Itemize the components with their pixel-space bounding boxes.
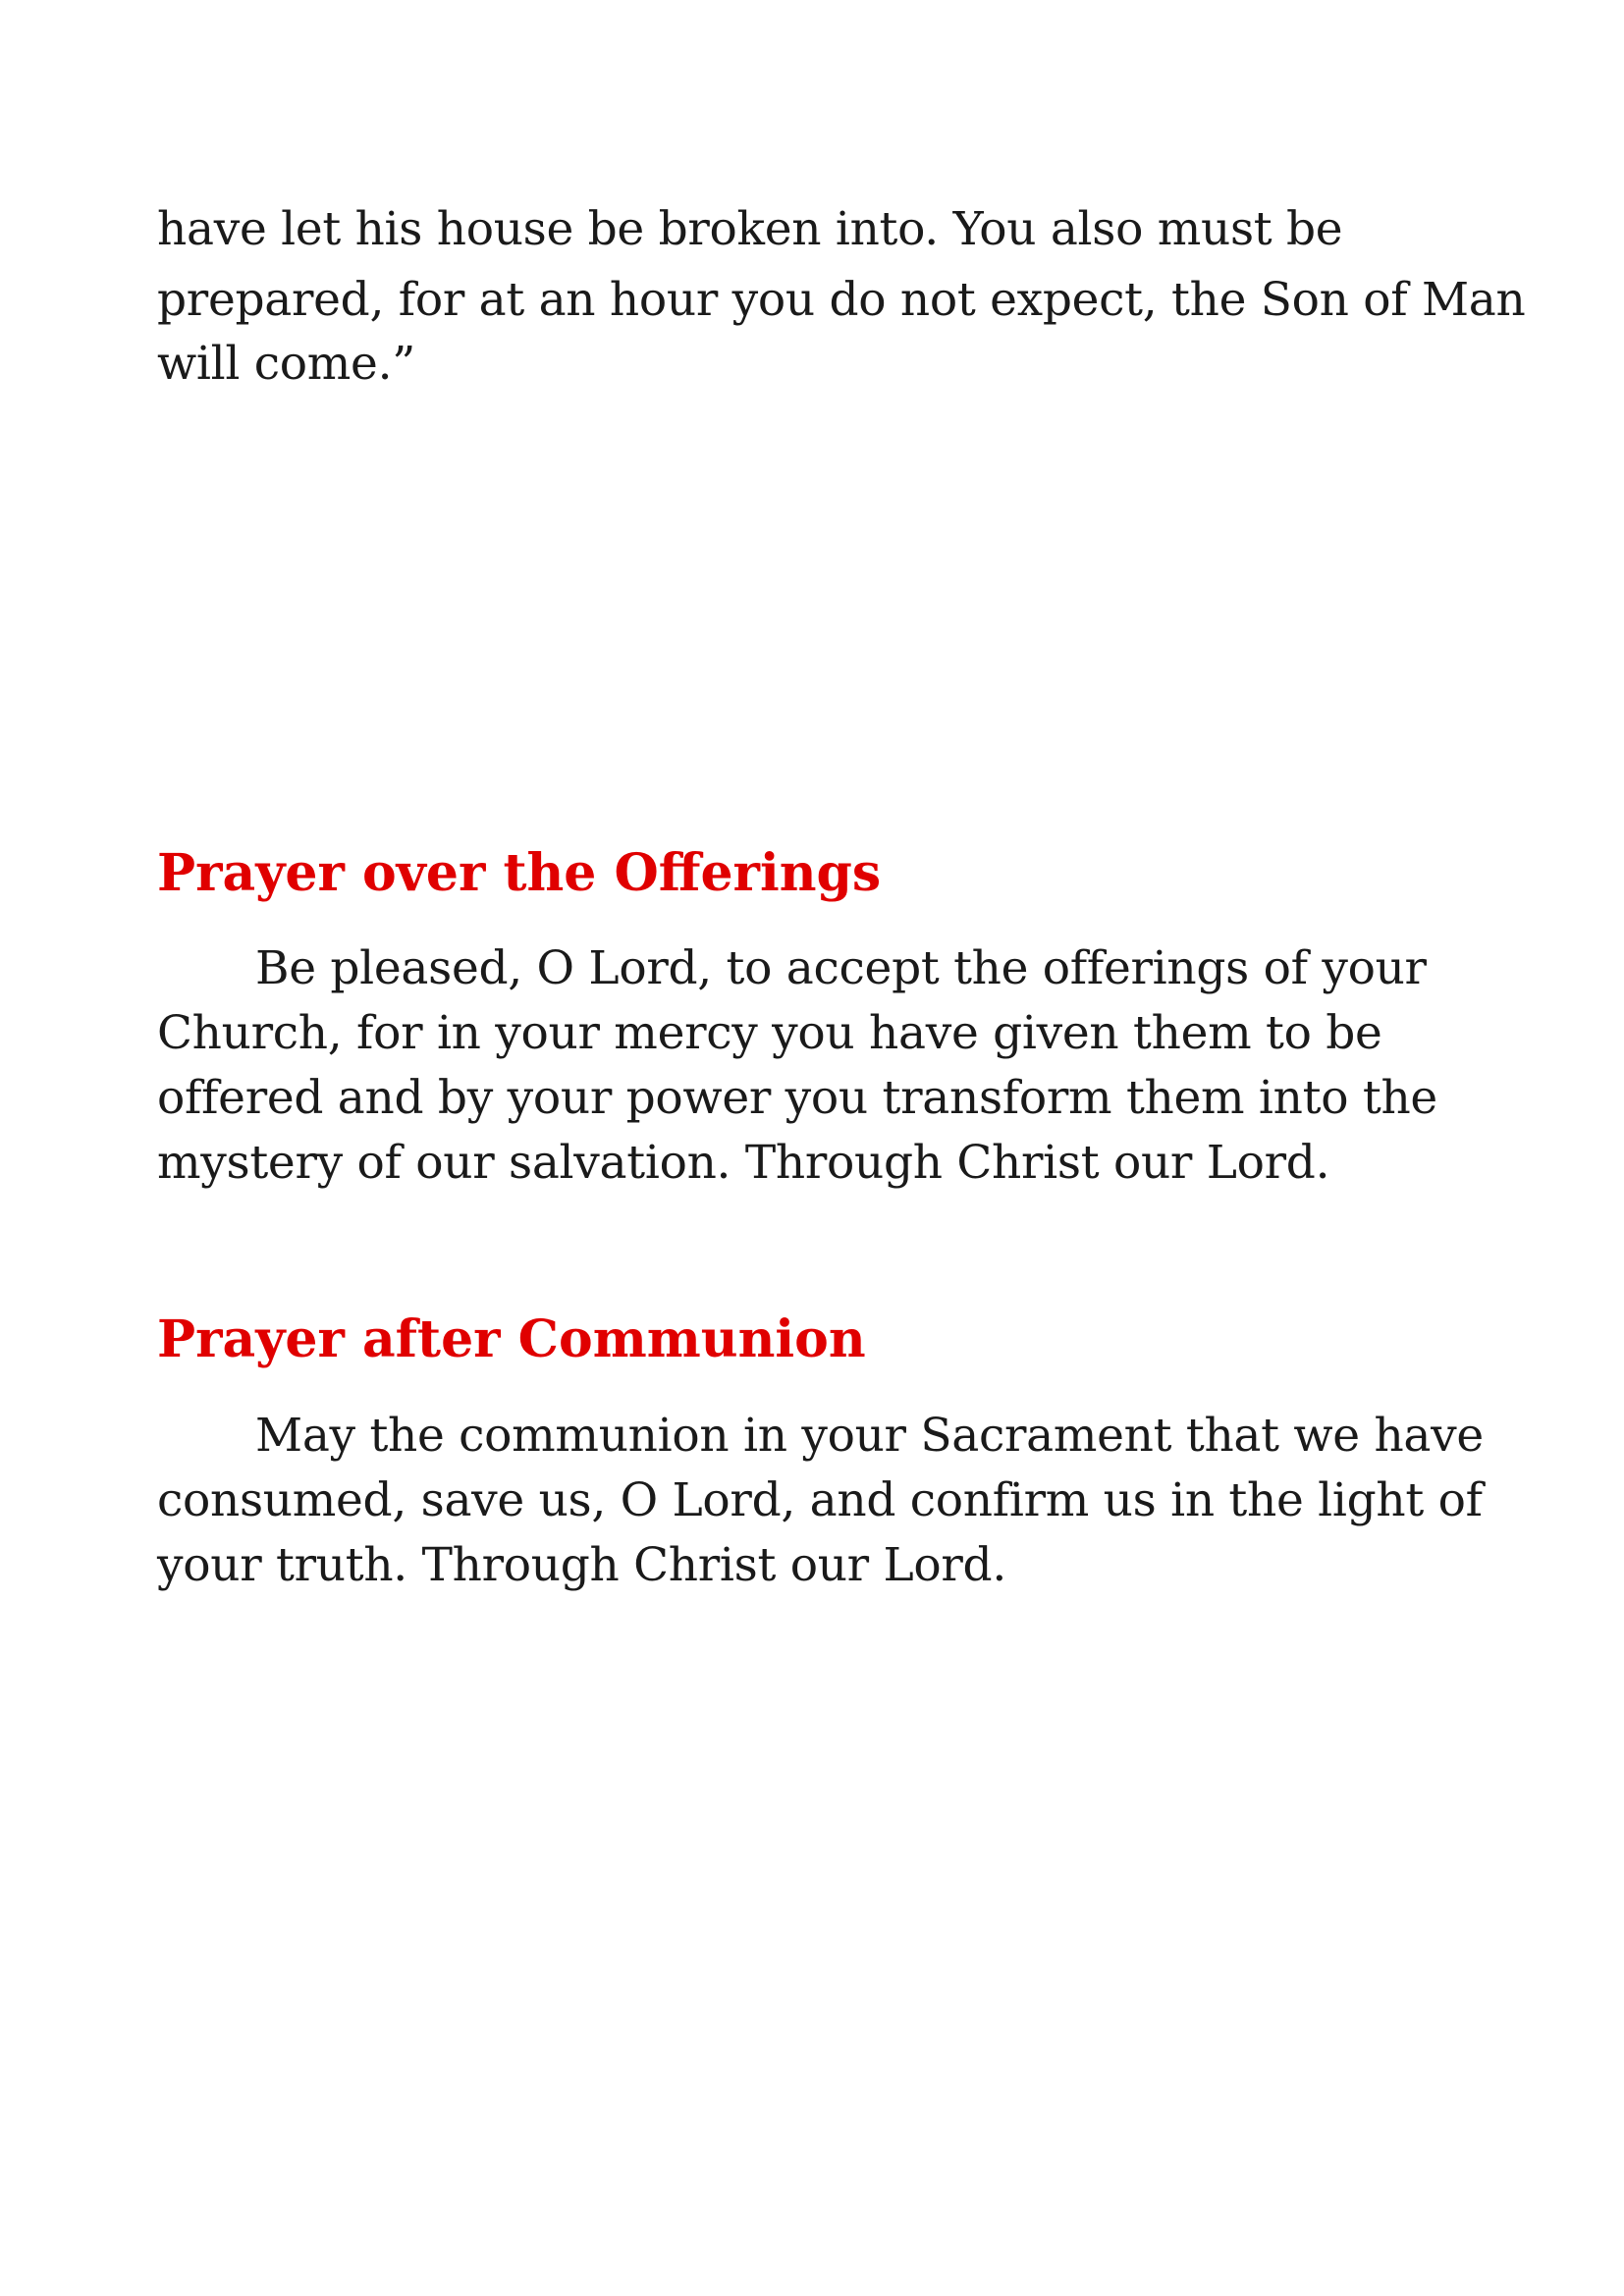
gospel-continuation [157,192,1526,395]
prayer-after-communion-section [157,1306,1473,1374]
prayer-after-communion-heading: Prayer after Communion [157,1309,866,1369]
offerings-line-4: mystery of our salvation. Through Christ our Lord. [157,1136,1330,1190]
offerings-line-2: Church, for in your mercy you have given them to be [157,1006,1382,1060]
gospel-line-1: have let his house be broken into. You also must be [157,202,1343,256]
communion-line-3: your truth. Through Christ our Lord. [157,1538,1006,1592]
prayer-over-offerings-text [157,936,1473,1196]
offerings-line-1: Be pleased, O Lord, to accept the offerings of your [255,941,1427,995]
prayer-over-offerings-section [157,839,1473,908]
prayer-over-offerings-heading: Prayer over the Offerings [157,843,882,903]
communion-line-1: May the communion in your Sacrament that we have [255,1409,1484,1463]
offerings-line-3: offered and by your power you transform them into the [157,1071,1437,1125]
gospel-line-3: will come.” [157,337,415,391]
gospel-line-2: prepared, for at an hour you do not expect, the Son of Man [157,273,1526,327]
communion-line-2: consumed, save us, O Lord, and confirm us in the light of [157,1473,1483,1527]
prayer-after-communion-text [157,1404,1484,1598]
